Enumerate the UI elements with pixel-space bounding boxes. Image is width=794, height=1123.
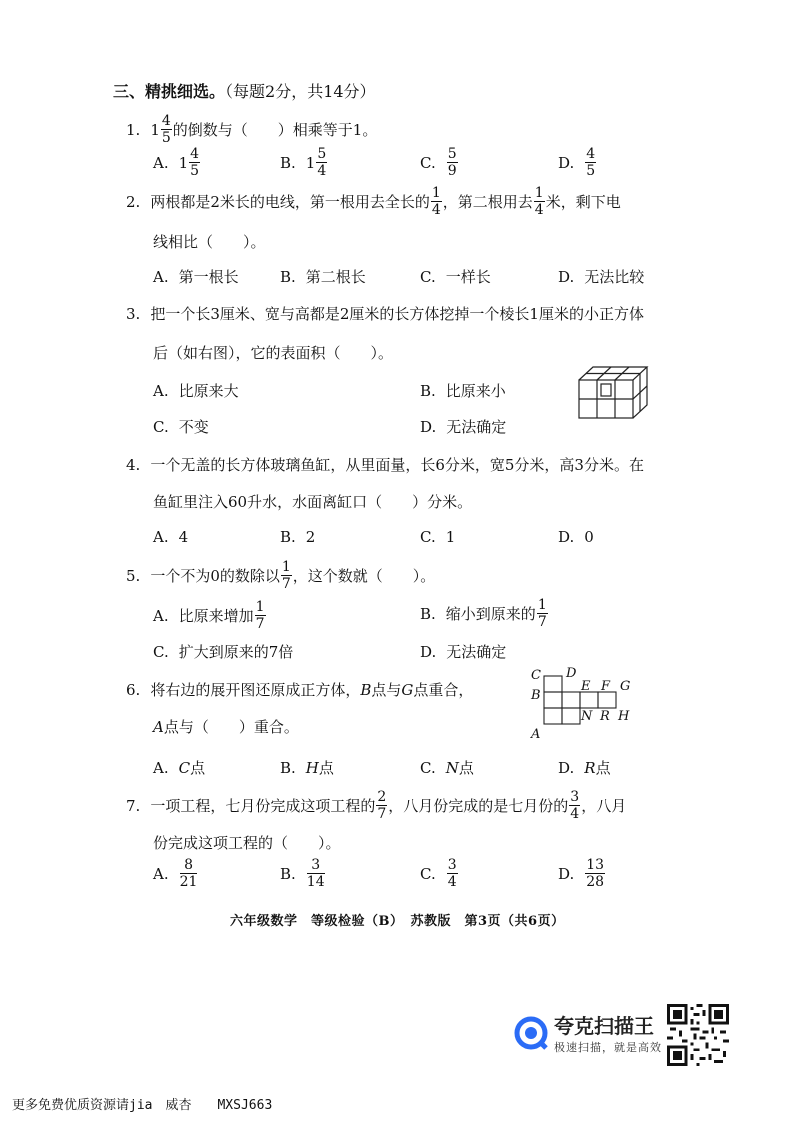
option-a[interactable]: A. 比原来大: [153, 381, 239, 400]
watermark-text: 更多免费优质资源请jia 威杏 MXSJ663: [12, 1098, 273, 1113]
net-label-a: A: [531, 727, 541, 742]
option-b[interactable]: B. 第二根长: [280, 267, 366, 286]
option-a[interactable]: A. $\frac{8}{21}$: [153, 857, 198, 890]
option-c[interactable]: C. 1: [420, 528, 456, 546]
net-label-d: D: [566, 666, 577, 681]
option-a[interactable]: A. 第一根长: [153, 267, 239, 286]
scanner-app-name: 夸克扫描王: [554, 1014, 654, 1038]
option-c[interactable]: C. N点: [420, 758, 474, 777]
option-d[interactable]: D. 无法确定: [420, 642, 507, 661]
quark-logo-icon: [514, 1016, 548, 1050]
option-d[interactable]: D. $\frac{13}{28}$: [558, 857, 605, 890]
scanner-slogan: 极速扫描，就是高效: [554, 1041, 662, 1054]
fraction: $\frac{1}{7}$: [281, 559, 291, 592]
option-d[interactable]: D. 0: [558, 528, 594, 546]
question-number: 1.: [126, 120, 141, 139]
net-label-f: F: [601, 679, 611, 694]
cube-net-figure: [528, 662, 648, 742]
question-number: 4.: [126, 456, 141, 474]
qr-code-icon[interactable]: [667, 1004, 729, 1066]
question-text: 份完成这项工程的（ ）。: [153, 834, 341, 852]
net-label-h: H: [618, 709, 630, 724]
mixed-number: 1 $\frac{4}{5}$: [150, 113, 171, 146]
question-text: 线相比（ ）。: [153, 233, 266, 251]
page-footer: 六年级数学 等级检验（B） 苏教版 第3页（共6页）: [230, 914, 565, 929]
option-d[interactable]: D. R点: [558, 758, 611, 777]
option-a[interactable]: A. 1 $\frac{4}{5}$: [153, 146, 200, 179]
fraction: $\frac{2}{7}$: [377, 789, 387, 822]
question-number: 6.: [126, 681, 141, 699]
net-label-g: G: [620, 679, 631, 694]
option-d[interactable]: D. 无法确定: [420, 417, 507, 436]
option-d[interactable]: D. $\frac{4}{5}$: [558, 146, 596, 179]
question-number: 2.: [126, 192, 141, 211]
question-text: 后（如右图），它的表面积（ ）。: [153, 344, 394, 362]
option-b[interactable]: B. 比原来小: [420, 381, 506, 400]
section-title: 三、精挑细选。（每题2分，共14分）: [113, 82, 376, 101]
cuboid-figure: [576, 362, 652, 422]
option-b[interactable]: B. H点: [280, 758, 334, 777]
option-c[interactable]: C. $\frac{3}{4}$: [420, 857, 457, 890]
question-number: 5.: [126, 566, 141, 585]
question-text: 鱼缸里注入60升水，水面离缸口（ ）分米。: [153, 493, 473, 511]
net-label-c: C: [531, 668, 541, 683]
fraction: $\frac{3}{4}$: [570, 789, 580, 822]
question-text: 的倒数与（ ）相乘等于1。: [172, 121, 378, 139]
option-b[interactable]: B. 1 $\frac{5}{4}$: [280, 146, 327, 179]
question-number: 7.: [126, 796, 141, 815]
option-b[interactable]: B. 缩小到原来的 $\frac{1}{7}$: [420, 597, 547, 630]
question-number: 3.: [126, 305, 141, 323]
option-c[interactable]: C. 扩大到原来的7倍: [153, 642, 294, 661]
option-a[interactable]: A. C点: [153, 758, 206, 777]
option-b[interactable]: B. $\frac{3}{14}$: [280, 857, 325, 890]
net-label-e: E: [581, 679, 591, 694]
option-c[interactable]: C. 不变: [153, 417, 209, 436]
fraction: $\frac{1}{4}$: [431, 185, 441, 218]
net-label-b: B: [531, 688, 541, 703]
scanner-badge: [514, 1010, 662, 1055]
net-label-n: N: [581, 709, 593, 724]
fraction: $\frac{1}{4}$: [534, 185, 544, 218]
option-c[interactable]: C. 一样长: [420, 267, 491, 286]
net-label-r: R: [600, 709, 610, 724]
option-d[interactable]: D. 无法比较: [558, 267, 645, 286]
option-a[interactable]: A. 比原来增加 $\frac{1}{7}$: [153, 599, 265, 632]
option-a[interactable]: A. 4: [153, 528, 189, 546]
option-c[interactable]: C. $\frac{5}{9}$: [420, 146, 457, 179]
option-b[interactable]: B. 2: [280, 528, 316, 546]
question-text: A点与（ ）重合。: [153, 718, 299, 736]
